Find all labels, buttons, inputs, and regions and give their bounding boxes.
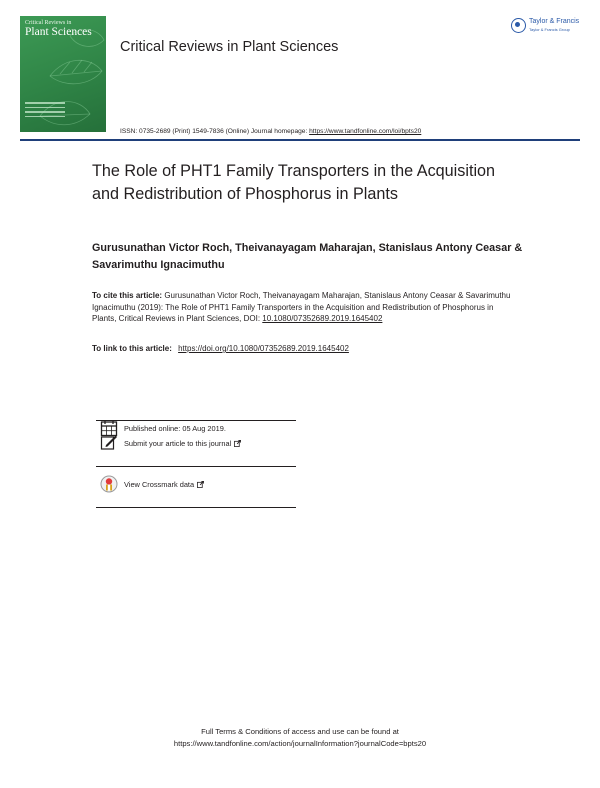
link-label: To link to this article:	[92, 344, 175, 353]
divider	[96, 420, 296, 421]
cover-journal-small: Critical Reviews in	[25, 20, 72, 26]
external-link-icon	[234, 440, 241, 447]
cover-journal-name: Plant Sciences	[25, 26, 92, 38]
header-rule	[20, 139, 580, 141]
external-link-icon	[197, 481, 204, 488]
footer	[0, 726, 600, 749]
journal-homepage-link[interactable]: https://www.tandfonline.com/loi/bpts20	[309, 128, 422, 135]
citation-block	[92, 290, 512, 325]
publisher-logo-icon	[511, 18, 526, 33]
cite-text: Gurusunathan Victor Roch, Theivanayagam Maharajan, Stanislaus Antony Ceasar & Savarimuthu Ignacimuthu (2019): The Role of PHT1 Family Transporters in the Acquisition and Redistribution of Phosphorus in Plants, Critical Reviews in Plant Sciences, DOI:	[92, 291, 511, 323]
article-authors: Gurusunathan Victor Roch, Theivanayagam Maharajan, Stanislaus Antony Ceasar & Savarimuthu Ignacimuthu	[92, 242, 523, 271]
published-date: Published online: 05 Aug 2019.	[124, 424, 226, 433]
journal-title: Critical Reviews in Plant Sciences	[120, 39, 339, 55]
article-link-line	[92, 344, 349, 353]
cover-text-lines	[25, 102, 65, 120]
edit-icon	[100, 433, 118, 451]
submit-article-link[interactable]	[124, 439, 241, 448]
cite-label: To cite this article:	[92, 291, 163, 300]
crossmark-row[interactable]	[98, 474, 297, 508]
publisher-tagline: Taylor & Francis Group	[529, 27, 570, 32]
crossmark-label: View Crossmark data	[124, 480, 195, 489]
footer-terms: Full Terms & Conditions of access and use can be found at	[201, 727, 399, 736]
crossmark-icon	[100, 475, 118, 493]
divider	[96, 466, 296, 467]
article-title: The Role of PHT1 Family Transporters in the Acquisition and Redistribution of Phosphorus in Plants	[92, 162, 496, 203]
submit-label: Submit your article to this journal	[124, 439, 232, 448]
cite-doi-link[interactable]: 10.1080/07352689.2019.1645402	[262, 314, 383, 323]
article-doi-link[interactable]: https://doi.org/10.1080/07352689.2019.1645402	[178, 344, 349, 353]
issn-text: ISSN: 0735-2689 (Print) 1549-7836 (Online) Journal homepage:	[120, 128, 310, 135]
submit-row[interactable]	[98, 433, 297, 467]
footer-url-link[interactable]: https://www.tandfonline.com/action/journalInformation?journalCode=bpts20	[173, 738, 427, 748]
publisher-name: Taylor & Francis	[529, 18, 580, 25]
crossmark-link[interactable]	[124, 480, 204, 489]
divider	[96, 507, 296, 508]
issn-line	[120, 128, 421, 135]
publisher-logo	[511, 18, 583, 34]
journal-cover	[20, 16, 106, 132]
